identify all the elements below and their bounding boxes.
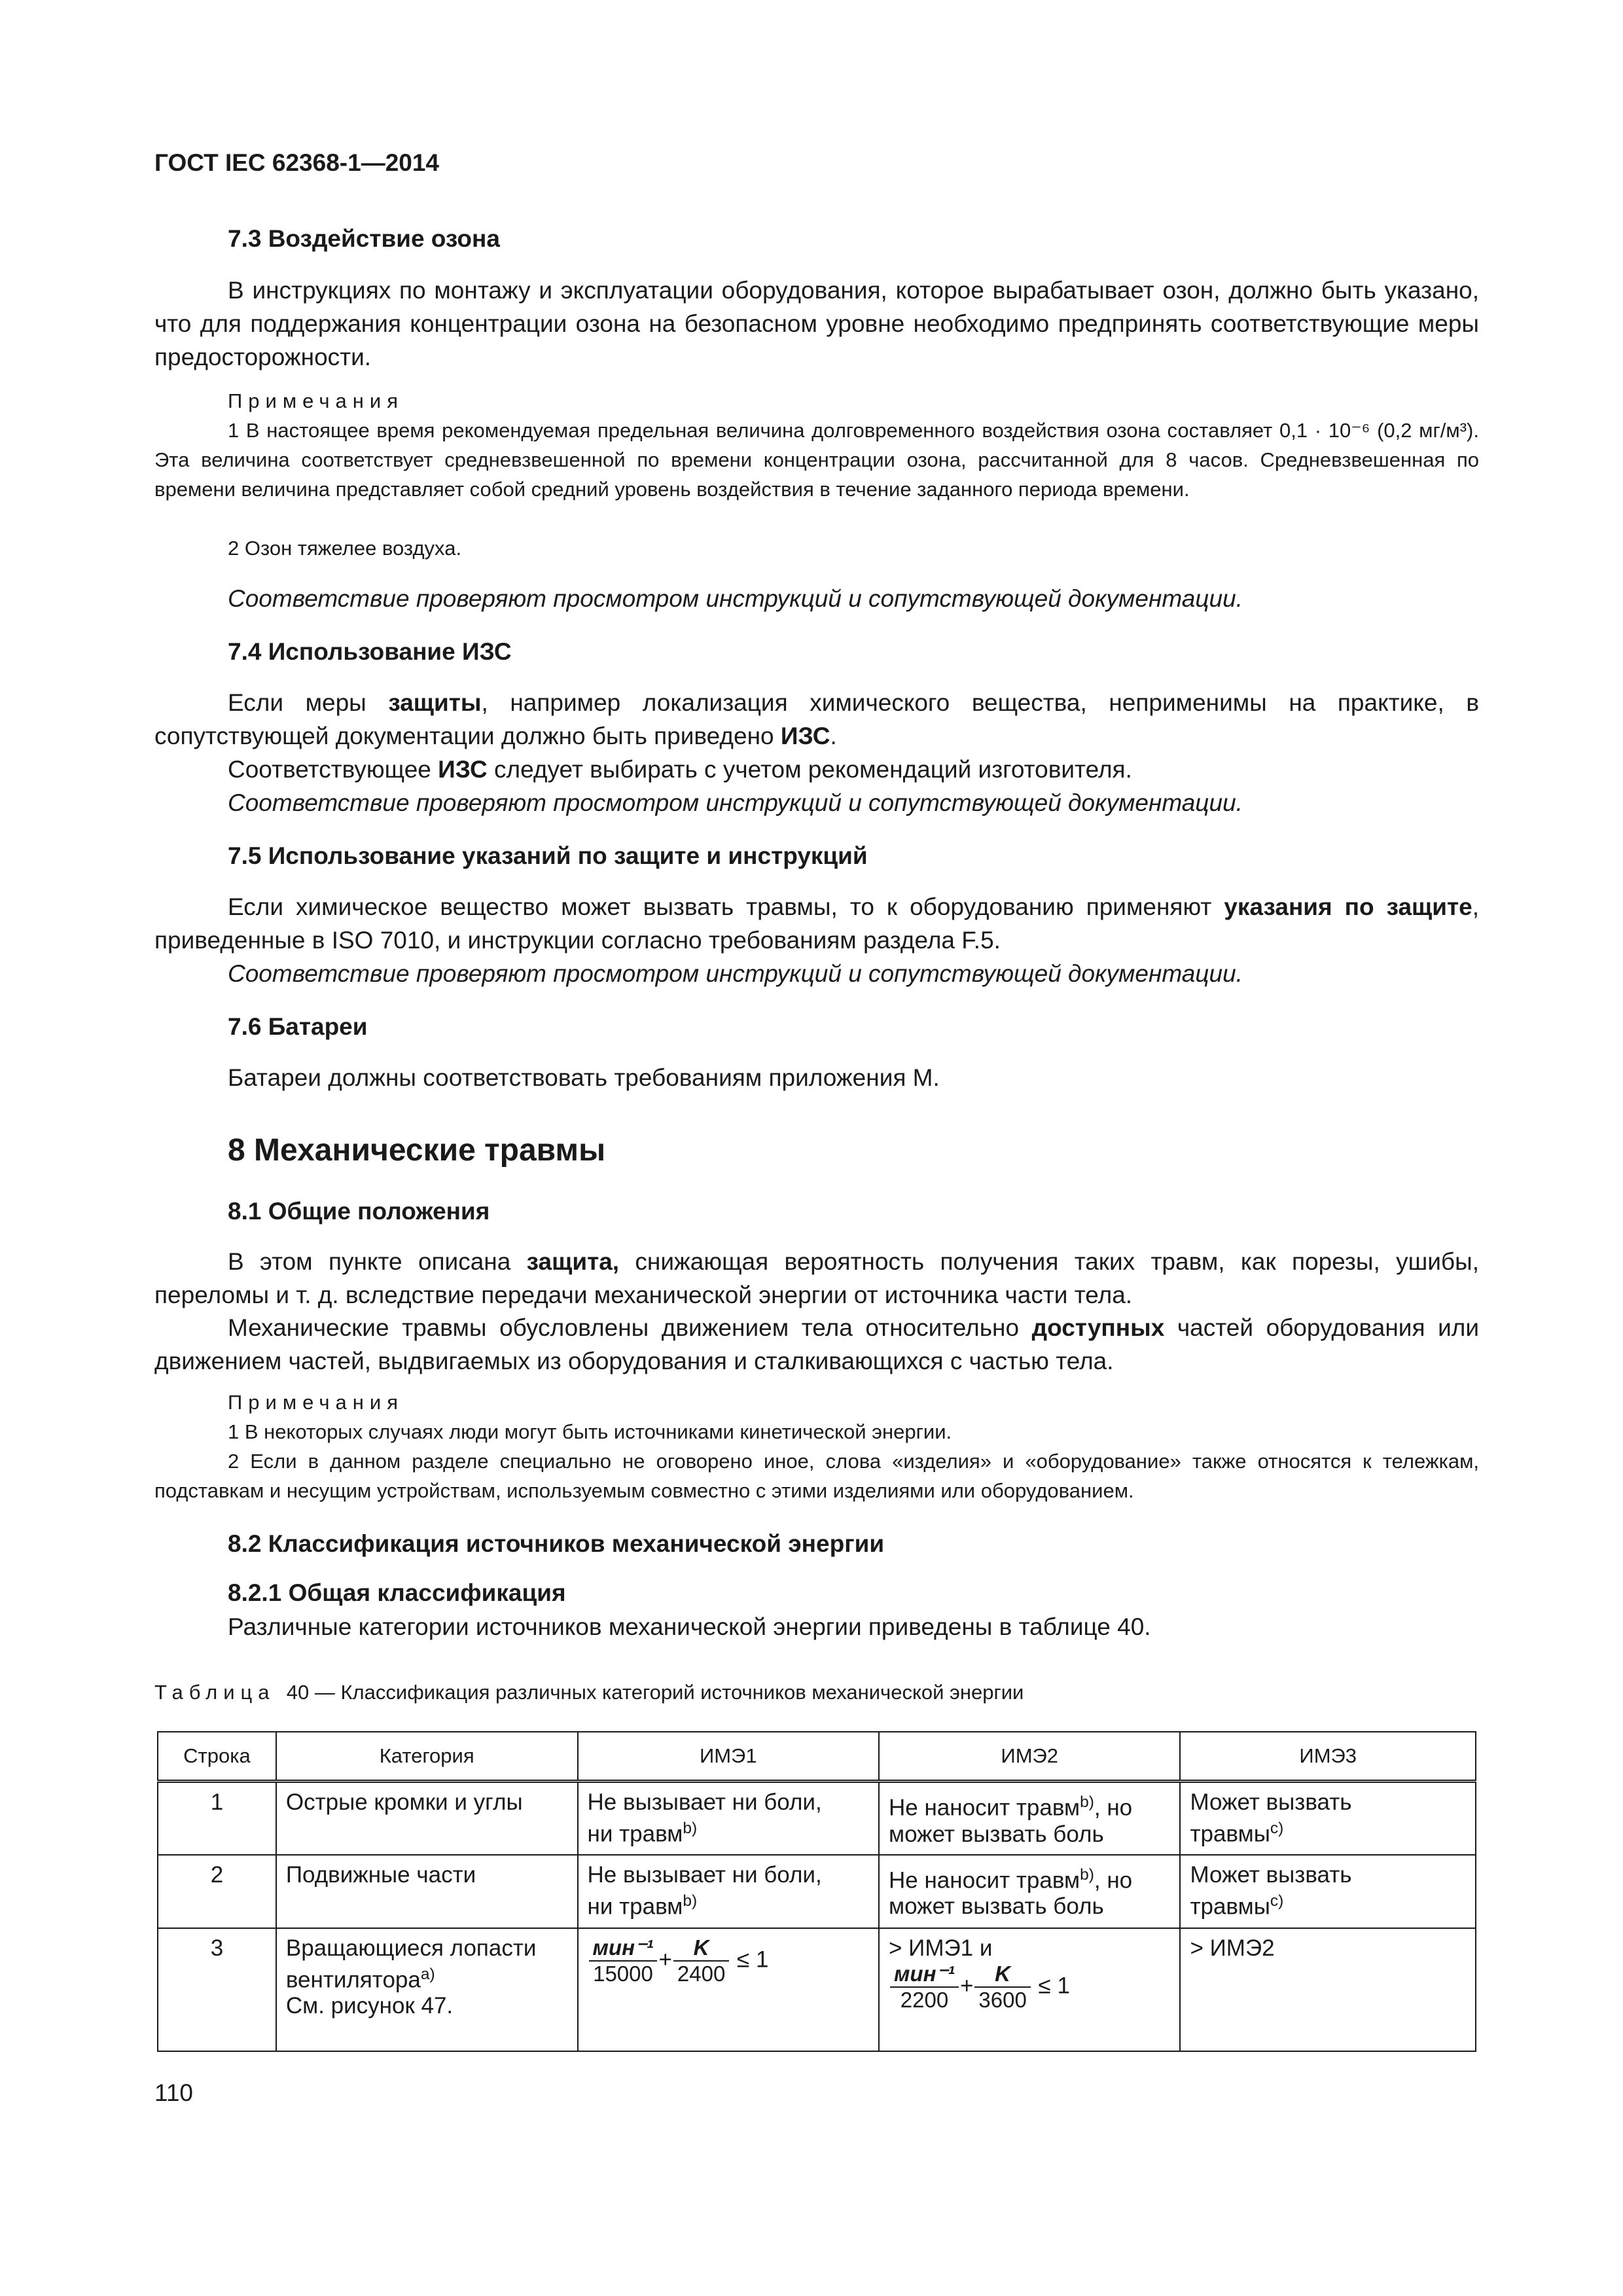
row-number: 2 xyxy=(158,1855,276,1928)
section-8-1-para-1: В этом пункте описана защита, снижающая вероятность получения таких травм, как порезы, ушибы, переломы и т. д. вследствие передачи механической энергии от источника части тела. xyxy=(154,1248,1480,1308)
ime2-cell: Не наносит травм$^{b)}$, но может вызвать боль xyxy=(879,1782,1180,1855)
page-number: 110 xyxy=(154,2079,193,2106)
header-cell: Категория xyxy=(276,1732,578,1782)
section-7-5-para: Если химическое вещество может вызвать травмы, то к оборудованию применяют указания по защите, приведенные в ISO 7010, и инструкции согласно требованиям раздела F.5. xyxy=(154,893,1479,954)
table-header-row xyxy=(158,1732,1476,1782)
section-7-6-title: 7.6 Батареи xyxy=(228,1013,368,1040)
section-8-2-title: 8.2 Классификация источников механической энергии xyxy=(228,1530,885,1557)
ime1-cell: Не вызывает ни боли, ни травм$^{b)}$ xyxy=(578,1782,880,1855)
ime3-cell: Может вызвать травмы$^{c)}$ xyxy=(1180,1782,1476,1855)
row-number: 1 xyxy=(158,1782,276,1855)
section-7-6-para: Батареи должны соответствовать требованиям приложения М. xyxy=(228,1064,940,1091)
category-cell: Подвижные части xyxy=(276,1855,578,1928)
note-1: 1 В настоящее время рекомендуемая предельная величина долговременного воздействия озона составляет 0,1 · 10⁻⁶ (0,2 мг/м³). Эта величина соответствует средневзвешенной по времени концентрации озона, рассчитанной для 8 часов. Средневзвешенная по времени величина представляет собой средний уровень воздействия в течение заданного периода времени. xyxy=(154,419,1479,501)
section-8-2-1-para: Различные категории источников механической энергии приведены в таблице 40. xyxy=(228,1613,1151,1640)
row-number: 3 xyxy=(158,1928,276,2051)
fraction: $\frac{K}{2400}$ xyxy=(673,1935,729,1986)
section-8-1-title: 8.1 Общие положения xyxy=(228,1198,490,1225)
section-7-3-title: 7.3 Воздействие озона xyxy=(228,225,500,252)
document-header: ГОСТ IEC 62368-1—2014 xyxy=(154,149,440,176)
header-cell: ИМЭ1 xyxy=(578,1732,880,1782)
table-row xyxy=(158,1782,1476,1855)
table-caption: Таблица 40 — Классификация различных категорий источников механической энергии xyxy=(154,1681,1024,1704)
header-cell: ИМЭ2 xyxy=(879,1732,1180,1782)
note-2: 2 Озон тяжелее воздуха. xyxy=(228,537,462,560)
compliance-check: Соответствие проверяют просмотром инструкций и сопутствующей документации. xyxy=(228,789,1243,816)
section-7-4-para-1: Если меры защиты, например локализация химического вещества, неприменимы на практике, в сопутствующей документации должно быть приведено ИЗС. xyxy=(154,689,1479,749)
ime1-formula-cell: $\frac{\text{мин⁻¹}}{15000}$ + $\frac{K}{2400}$ ≤ 1 xyxy=(578,1928,880,2051)
table-row xyxy=(158,1855,1476,1928)
category-cell: Вращающиеся лопасти вентилятора$^{a)}$ См. рисунок 47. xyxy=(276,1928,578,2051)
section-7-4-para-2: Соответствующее ИЗС следует выбирать с учетом рекомендаций изготовителя. xyxy=(228,756,1132,783)
compliance-check: Соответствие проверяют просмотром инструкций и сопутствующей документации. xyxy=(228,960,1243,987)
ime2-cell: Не наносит травм$^{b)}$, но может вызвать боль xyxy=(879,1855,1180,1928)
fraction: $\frac{\text{мин⁻¹}}{2200}$ xyxy=(890,1962,959,2013)
ime3-cell: Может вызвать травмы$^{c)}$ xyxy=(1180,1855,1476,1928)
fraction: $\frac{K}{3600}$ xyxy=(974,1962,1030,2013)
section-7-3-para: В инструкциях по монтажу и эксплуатации оборудования, которое вырабатывает озон, должно быть указано, что для поддержания концентрации озона на безопасном уровне необходимо предпринять соответствующие меры предосторожности. xyxy=(154,277,1479,370)
classification-table xyxy=(157,1731,1476,2052)
table-row xyxy=(158,1928,1476,2051)
header-cell: ИМЭ3 xyxy=(1180,1732,1476,1782)
section-8-1-para-2: Механические травмы обусловлены движением тела относительно доступных частей оборудования или движением частей, выдвигаемых из оборудования и сталкивающихся с частью тела. xyxy=(154,1314,1479,1374)
notes-label: Примечания xyxy=(228,1391,404,1414)
section-8-2-1-title: 8.2.1 Общая классификация xyxy=(228,1579,566,1606)
compliance-check: Соответствие проверяют просмотром инструкций и сопутствующей документации. xyxy=(228,585,1243,612)
section-7-4-title: 7.4 Использование ИЗС xyxy=(228,638,512,665)
ime1-cell: Не вызывает ни боли, ни травм$^{b)}$ xyxy=(578,1855,880,1928)
notes-label: Примечания xyxy=(228,389,404,412)
fraction: $\frac{\text{мин⁻¹}}{15000}$ xyxy=(589,1935,658,1986)
note-1: 1 В некоторых случаях люди могут быть источниками кинетической энергии. xyxy=(228,1420,952,1443)
note-2: 2 Если в данном разделе специально не оговорено иное, слова «изделия» и «оборудование» также относятся к тележкам, подставкам и несущим устройствам, используемым совместно с этими изделиями или оборудованием. xyxy=(154,1450,1479,1502)
ime3-cell: > ИМЭ2 xyxy=(1180,1928,1476,2051)
category-cell: Острые кромки и углы xyxy=(276,1782,578,1855)
ime2-formula-cell: > ИМЭ1 и $\frac{\text{мин⁻¹}}{2200}$ + $\frac{K}{3600}$ ≤ 1 xyxy=(879,1928,1180,2051)
section-8-title: 8 Механические травмы xyxy=(228,1133,606,1168)
header-cell: Строка xyxy=(158,1732,276,1782)
section-7-5-title: 7.5 Использование указаний по защите и инструкций xyxy=(228,842,868,869)
